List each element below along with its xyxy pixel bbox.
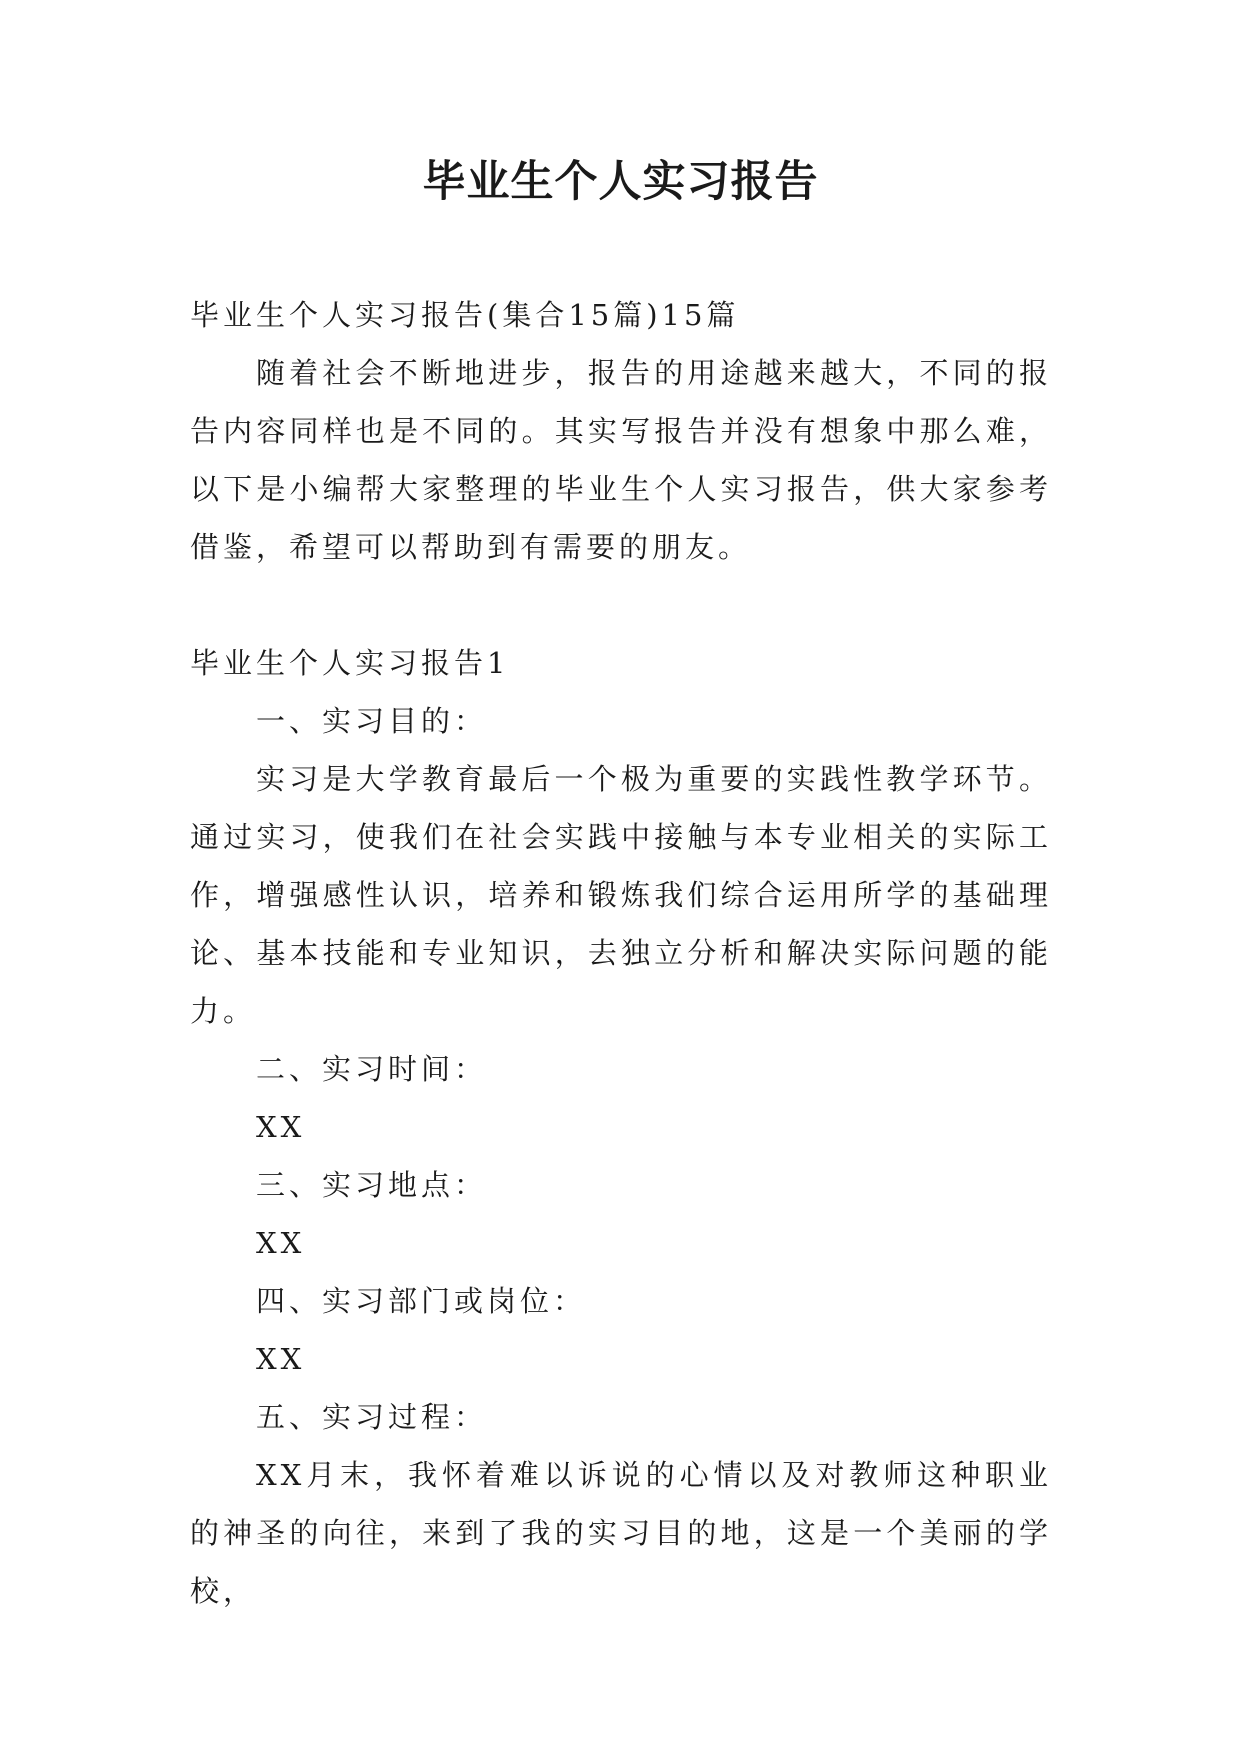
dept-value: XX [256,1342,306,1376]
dept-heading: 四、实习部门或岗位： [256,1284,587,1318]
time-value: XX [256,1110,306,1144]
purpose-heading: 一、实习目的： [256,704,488,738]
document-body [190,286,1052,1620]
place-value: XX [256,1226,306,1260]
process-heading: 五、实习过程： [256,1400,488,1434]
document-title: 毕业生个人实习报告 [422,157,819,207]
place-heading: 三、实习地点： [256,1168,488,1202]
purpose-paragraph: 实习是大学教育最后一个极为重要的实践性教学环节。通过实习，使我们在社会实践中接触与本专业相关的实际工作，增强感性认识，培养和锻炼我们综合运用所学的基础理论、基本技能和专业知识，去独立分析和解决实际问题的能力。 [190,762,1052,1028]
paragraph-gap [190,576,1052,634]
time-heading: 二、实习时间： [256,1052,488,1086]
document-subtitle: 毕业生个人实习报告(集合15篇)15篇 [190,298,740,332]
process-paragraph: XX月末，我怀着难以诉说的心情以及对教师这种职业的神圣的向往，来到了我的实习目的地，这是一个美丽的学校， [190,1458,1052,1608]
report-heading: 毕业生个人实习报告1 [190,646,510,680]
intro-paragraph: 随着社会不断地进步，报告的用途越来越大，不同的报告内容同样也是不同的。其实写报告并没有想象中那么难，以下是小编帮大家整理的毕业生个人实习报告，供大家参考借鉴，希望可以帮助到有需要的朋友。 [190,356,1052,564]
